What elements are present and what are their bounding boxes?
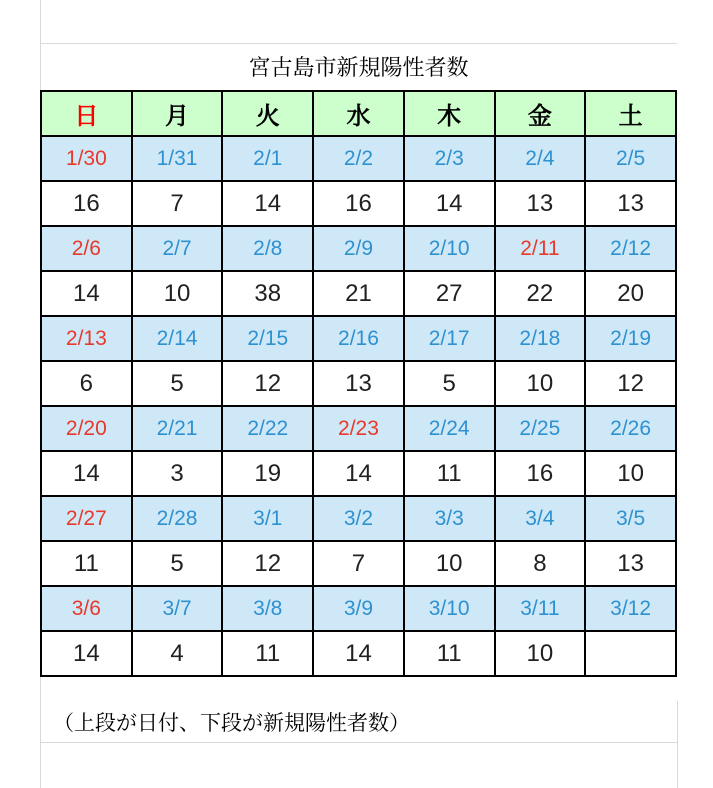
date-cell: 2/20 (41, 406, 132, 451)
date-cell: 2/18 (495, 316, 586, 361)
date-cell: 2/21 (132, 406, 223, 451)
date-row (41, 586, 676, 631)
count-cell: 16 (495, 451, 586, 496)
date-cell: 3/9 (313, 586, 404, 631)
count-cell: 12 (585, 361, 676, 406)
date-cell: 2/13 (41, 316, 132, 361)
count-cell: 13 (585, 181, 676, 226)
date-cell: 2/6 (41, 226, 132, 271)
count-cell: 8 (495, 541, 586, 586)
count-cell: 13 (495, 181, 586, 226)
date-cell: 3/3 (404, 496, 495, 541)
date-cell: 1/30 (41, 136, 132, 181)
count-row (41, 631, 676, 676)
date-cell: 2/1 (222, 136, 313, 181)
date-cell: 2/24 (404, 406, 495, 451)
count-cell: 19 (222, 451, 313, 496)
count-row (41, 451, 676, 496)
date-cell: 1/31 (132, 136, 223, 181)
date-cell: 3/6 (41, 586, 132, 631)
date-cell: 3/7 (132, 586, 223, 631)
date-cell: 2/19 (585, 316, 676, 361)
date-cell: 3/1 (222, 496, 313, 541)
count-cell: 11 (404, 631, 495, 676)
weekday-header-row (41, 91, 676, 136)
count-cell: 5 (132, 361, 223, 406)
count-cell: 5 (132, 541, 223, 586)
count-cell: 11 (404, 451, 495, 496)
count-cell: 13 (313, 361, 404, 406)
date-cell: 2/16 (313, 316, 404, 361)
weekday-cell: 水 (313, 91, 404, 136)
date-cell: 3/10 (404, 586, 495, 631)
count-cell: 27 (404, 271, 495, 316)
count-cell: 12 (222, 361, 313, 406)
date-cell: 2/14 (132, 316, 223, 361)
date-row (41, 136, 676, 181)
date-cell: 2/3 (404, 136, 495, 181)
count-cell: 7 (132, 181, 223, 226)
date-cell: 2/5 (585, 136, 676, 181)
date-cell: 2/27 (41, 496, 132, 541)
count-row (41, 361, 676, 406)
date-cell: 2/17 (404, 316, 495, 361)
date-cell: 2/12 (585, 226, 676, 271)
count-cell: 14 (41, 451, 132, 496)
date-row (41, 406, 676, 451)
count-cell: 13 (585, 541, 676, 586)
count-row (41, 541, 676, 586)
positive-cases-calendar-table (40, 90, 677, 677)
count-cell: 14 (41, 631, 132, 676)
date-cell: 2/15 (222, 316, 313, 361)
count-cell: 7 (313, 541, 404, 586)
count-cell: 14 (404, 181, 495, 226)
weekday-cell: 金 (495, 91, 586, 136)
count-cell: 11 (41, 541, 132, 586)
count-cell: 21 (313, 271, 404, 316)
date-cell: 2/9 (313, 226, 404, 271)
date-cell: 3/12 (585, 586, 676, 631)
weekday-cell: 木 (404, 91, 495, 136)
sheet-gridline-horizontal-bottom (40, 742, 677, 743)
date-cell: 2/26 (585, 406, 676, 451)
date-cell: 2/22 (222, 406, 313, 451)
date-cell: 2/23 (313, 406, 404, 451)
date-cell: 2/4 (495, 136, 586, 181)
count-cell: 5 (404, 361, 495, 406)
count-cell: 3 (132, 451, 223, 496)
count-cell: 4 (132, 631, 223, 676)
date-cell: 2/2 (313, 136, 404, 181)
date-row (41, 316, 676, 361)
count-cell: 14 (313, 451, 404, 496)
date-cell: 2/7 (132, 226, 223, 271)
date-cell: 3/11 (495, 586, 586, 631)
count-cell: 16 (313, 181, 404, 226)
count-cell: 10 (404, 541, 495, 586)
date-cell: 3/2 (313, 496, 404, 541)
count-cell: 16 (41, 181, 132, 226)
date-row (41, 496, 676, 541)
count-cell: 14 (41, 271, 132, 316)
date-cell: 3/5 (585, 496, 676, 541)
count-cell: 10 (585, 451, 676, 496)
count-cell: 22 (495, 271, 586, 316)
count-cell: 6 (41, 361, 132, 406)
date-cell: 2/8 (222, 226, 313, 271)
count-cell: 20 (585, 271, 676, 316)
date-cell: 2/10 (404, 226, 495, 271)
weekday-cell: 土 (585, 91, 676, 136)
count-row (41, 271, 676, 316)
count-cell: 11 (222, 631, 313, 676)
count-cell: 10 (132, 271, 223, 316)
count-cell (585, 631, 676, 676)
weekday-cell: 月 (132, 91, 223, 136)
table-note: （上段が日付、下段が新規陽性者数） (53, 711, 410, 735)
table-title: 宮古島市新規陽性者数 (248, 55, 469, 80)
date-row (41, 226, 676, 271)
count-cell: 10 (495, 631, 586, 676)
count-cell: 10 (495, 361, 586, 406)
count-cell: 14 (313, 631, 404, 676)
count-row (41, 181, 676, 226)
count-cell: 12 (222, 541, 313, 586)
date-cell: 2/25 (495, 406, 586, 451)
date-cell: 2/28 (132, 496, 223, 541)
count-cell: 38 (222, 271, 313, 316)
weekday-cell: 火 (222, 91, 313, 136)
sheet-gridline-vertical-right (677, 701, 678, 788)
count-cell: 14 (222, 181, 313, 226)
date-cell: 3/4 (495, 496, 586, 541)
date-cell: 3/8 (222, 586, 313, 631)
date-cell: 2/11 (495, 226, 586, 271)
weekday-cell: 日 (41, 91, 132, 136)
